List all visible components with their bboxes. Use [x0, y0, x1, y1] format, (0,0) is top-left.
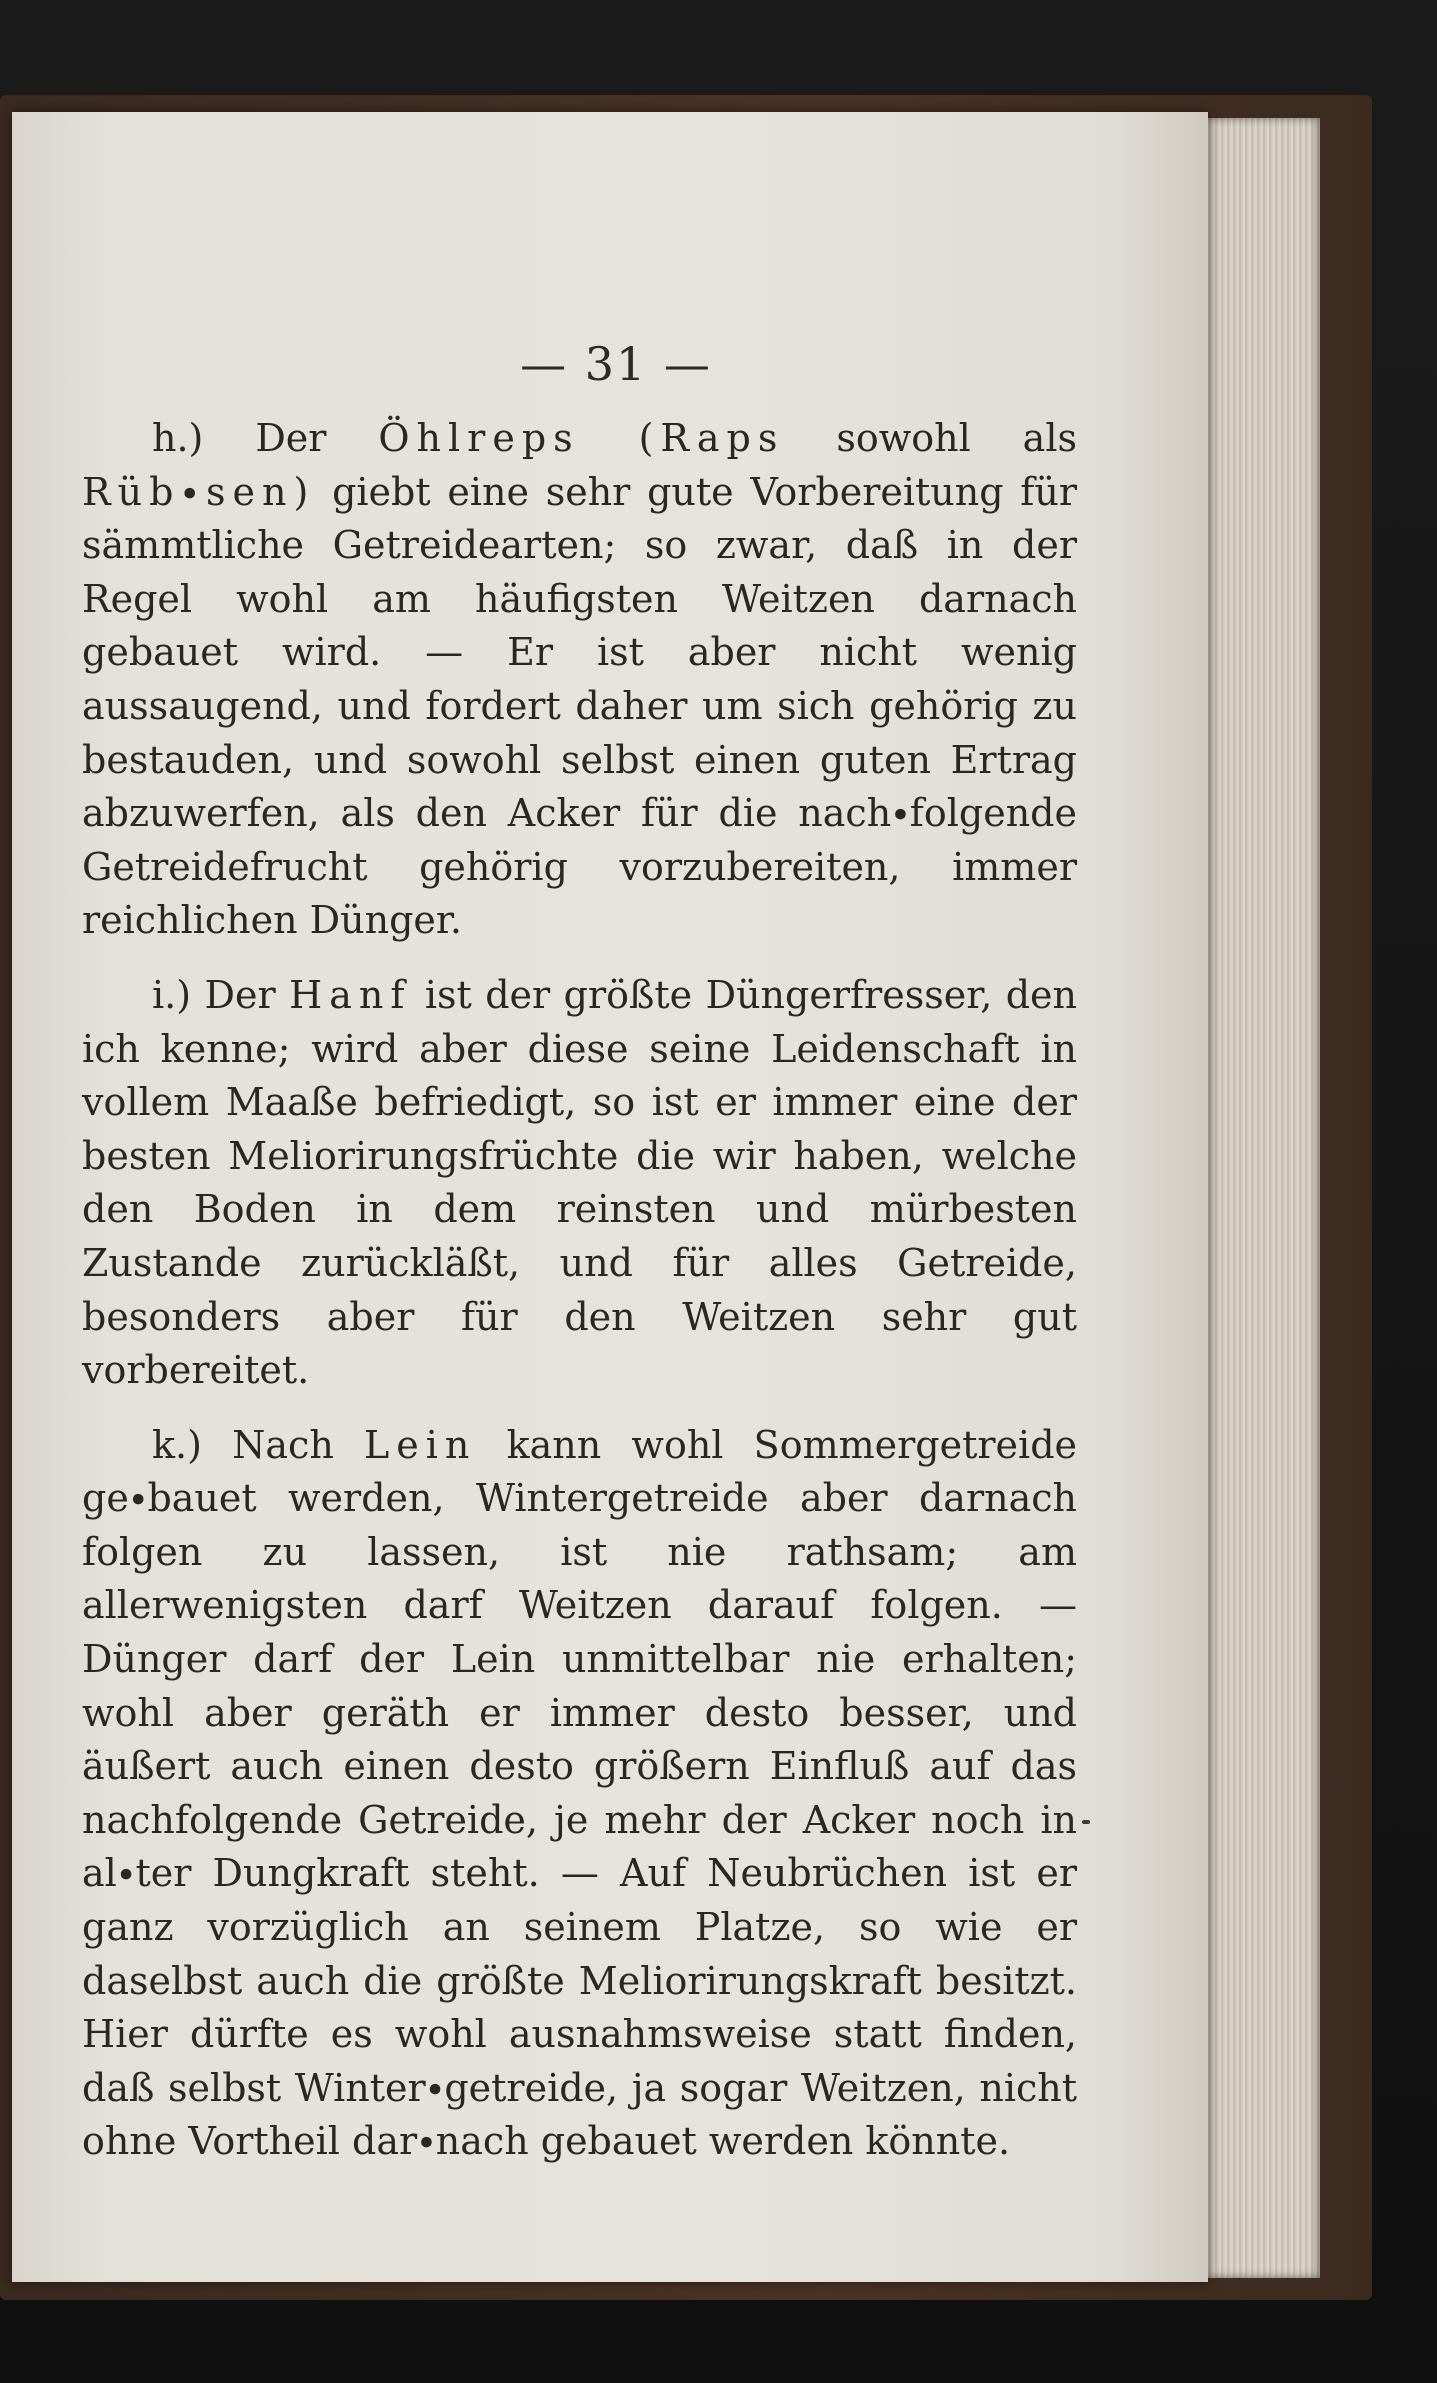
paragraph-label: k.) Nach [152, 1422, 334, 1467]
emphasized-term: Lein [364, 1422, 477, 1467]
emphasized-term: Hanf [289, 972, 412, 1017]
paragraph-text: kann wohl Sommergetreide ge∙bauet werden, Wintergetreide aber darnach folgen zu lassen, ist nie rathsam; am allerwenigsten darf Weitzen darauf folgen. — Dünger darf der Lein unmittelbar nie erhalten; wohl aber geräth er immer desto besser, und äußert auch einen desto größern Einfluß auf das nachfolgende Getreide, je mehr der Acker noch in al∙ter Dungkraft steht. — Auf Neubrüchen ist er ganz vorzüglich an seinem Platze, so wie er daselbst auch die größte Meliorirungskraft besitzt. Hier dürfte es wohl ausnahmsweise statt finden, daß selbst Winter∙getreide, ja sogar Weitzen, nicht ohne Vortheil dar∙nach gebauet werden könnte. [82, 1422, 1078, 2164]
ink-speck [1082, 1820, 1090, 1824]
paragraph-k [82, 1419, 1077, 2169]
paragraph-label: i.) Der [152, 972, 276, 1017]
emphasized-term: Öhlreps (Raps [378, 416, 785, 460]
book-page [12, 112, 1208, 2282]
body-text [82, 412, 1077, 2190]
paragraph-text: sowohl als [784, 416, 1077, 460]
paragraph-label: h.) Der [152, 416, 327, 460]
page-edges [1200, 118, 1320, 2278]
paragraph-h [82, 412, 1077, 948]
paragraph-i [82, 969, 1077, 1398]
paragraph-text: giebt eine sehr gute Vorbereitung für sämmtliche Getreidearten; so zwar, daß in der Regel wohl am häufigsten Weitzen darnach gebauet wird. — Er ist aber nicht wenig aussaugend, und fordert daher um sich gehörig zu bestauden, und sowohl selbst einen guten Ertrag abzuwerfen, als den Acker für die nach∙folgende Getreidefrucht gehörig vorzubereiten, immer reichlichen Dünger. [82, 469, 1077, 943]
page-number: — 31 — [520, 337, 712, 391]
paragraph-text: ist der größte Düngerfresser, den ich kenne; wird aber diese seine Leidenschaft in vollem Maaße befriedigt, so ist er immer eine der besten Meliorirungsfrüchte die wir haben, welche den Boden in dem reinsten und mürbesten Zustande zurückläßt, und für alles Getreide, besonders aber für den Weitzen sehr gut vorbereitet. [82, 972, 1077, 1393]
emphasized-term: Rüb∙sen) [82, 469, 316, 514]
